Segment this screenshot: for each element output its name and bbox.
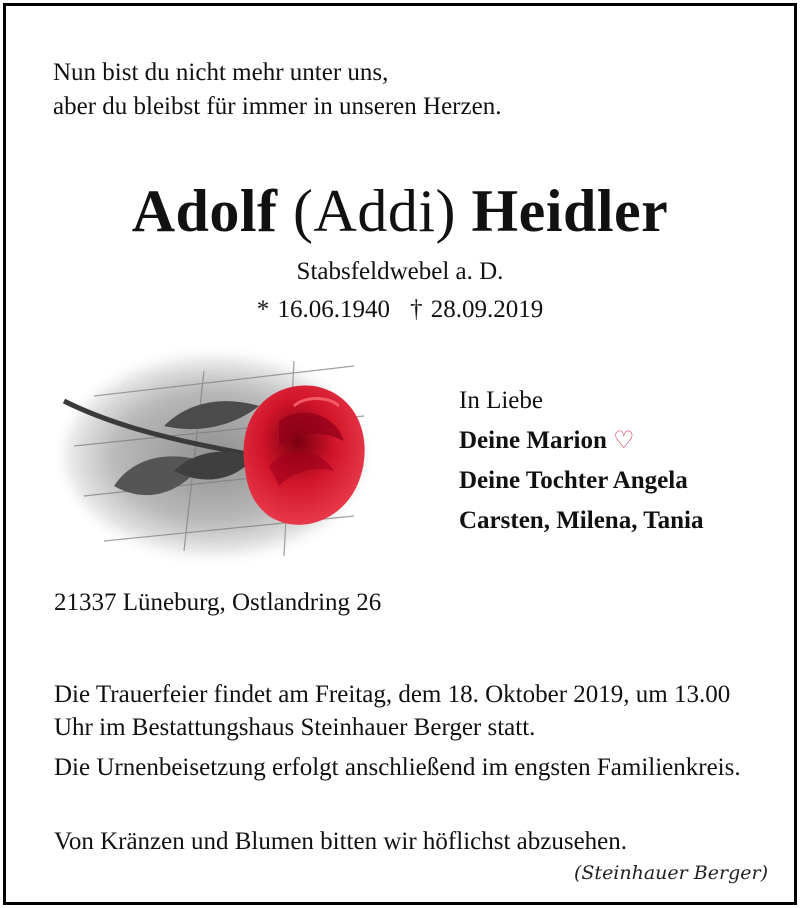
heart-icon: ♡ [613, 428, 635, 454]
rose-image [54, 346, 384, 576]
death-date: † 28.09.2019 [410, 296, 544, 323]
verse-line-2: aber du bleibst für immer in unseren Herzen. [53, 93, 502, 120]
nickname: (Addi) [293, 178, 457, 244]
birth-date: * 16.06.1940 [256, 296, 390, 323]
family-line-grandchildren: Carsten, Milena, Tania [459, 507, 704, 534]
deceased-name [6, 176, 794, 246]
verse-line-1: Nun bist du nicht mehr unter uns, [53, 59, 389, 86]
funeral-home-signature: (Steinhauer Berger) [574, 862, 768, 884]
military-rank: Stabsfeldwebel a. D. [296, 258, 504, 285]
memorial-verse [53, 56, 501, 124]
burial-notice: Die Urnenbeisetzung erfolgt anschließend im engsten Familienkreis. [54, 754, 741, 781]
family-line-angela: Deine Tochter Angela [459, 467, 688, 494]
family-signoff [459, 381, 703, 541]
last-name: Heidler [471, 178, 669, 244]
flowers-request-notice: Von Kränzen und Blumen bitten wir höflichst abzusehen. [54, 828, 628, 855]
family-name-marion: Deine Marion [459, 427, 607, 454]
obituary-notice [3, 3, 797, 905]
funeral-service-notice: Die Trauerfeier findet am Freitag, dem 18. Oktober 2019, um 13.00 Uhr im Bestattungshaus Steinhauer Berger statt. [54, 681, 731, 741]
family-address: 21337 Lüneburg, Ostlandring 26 [54, 589, 382, 616]
family-intro: In Liebe [459, 387, 543, 414]
life-dates [6, 296, 794, 324]
family-line-marion [459, 421, 703, 461]
first-name: Adolf [131, 178, 278, 244]
